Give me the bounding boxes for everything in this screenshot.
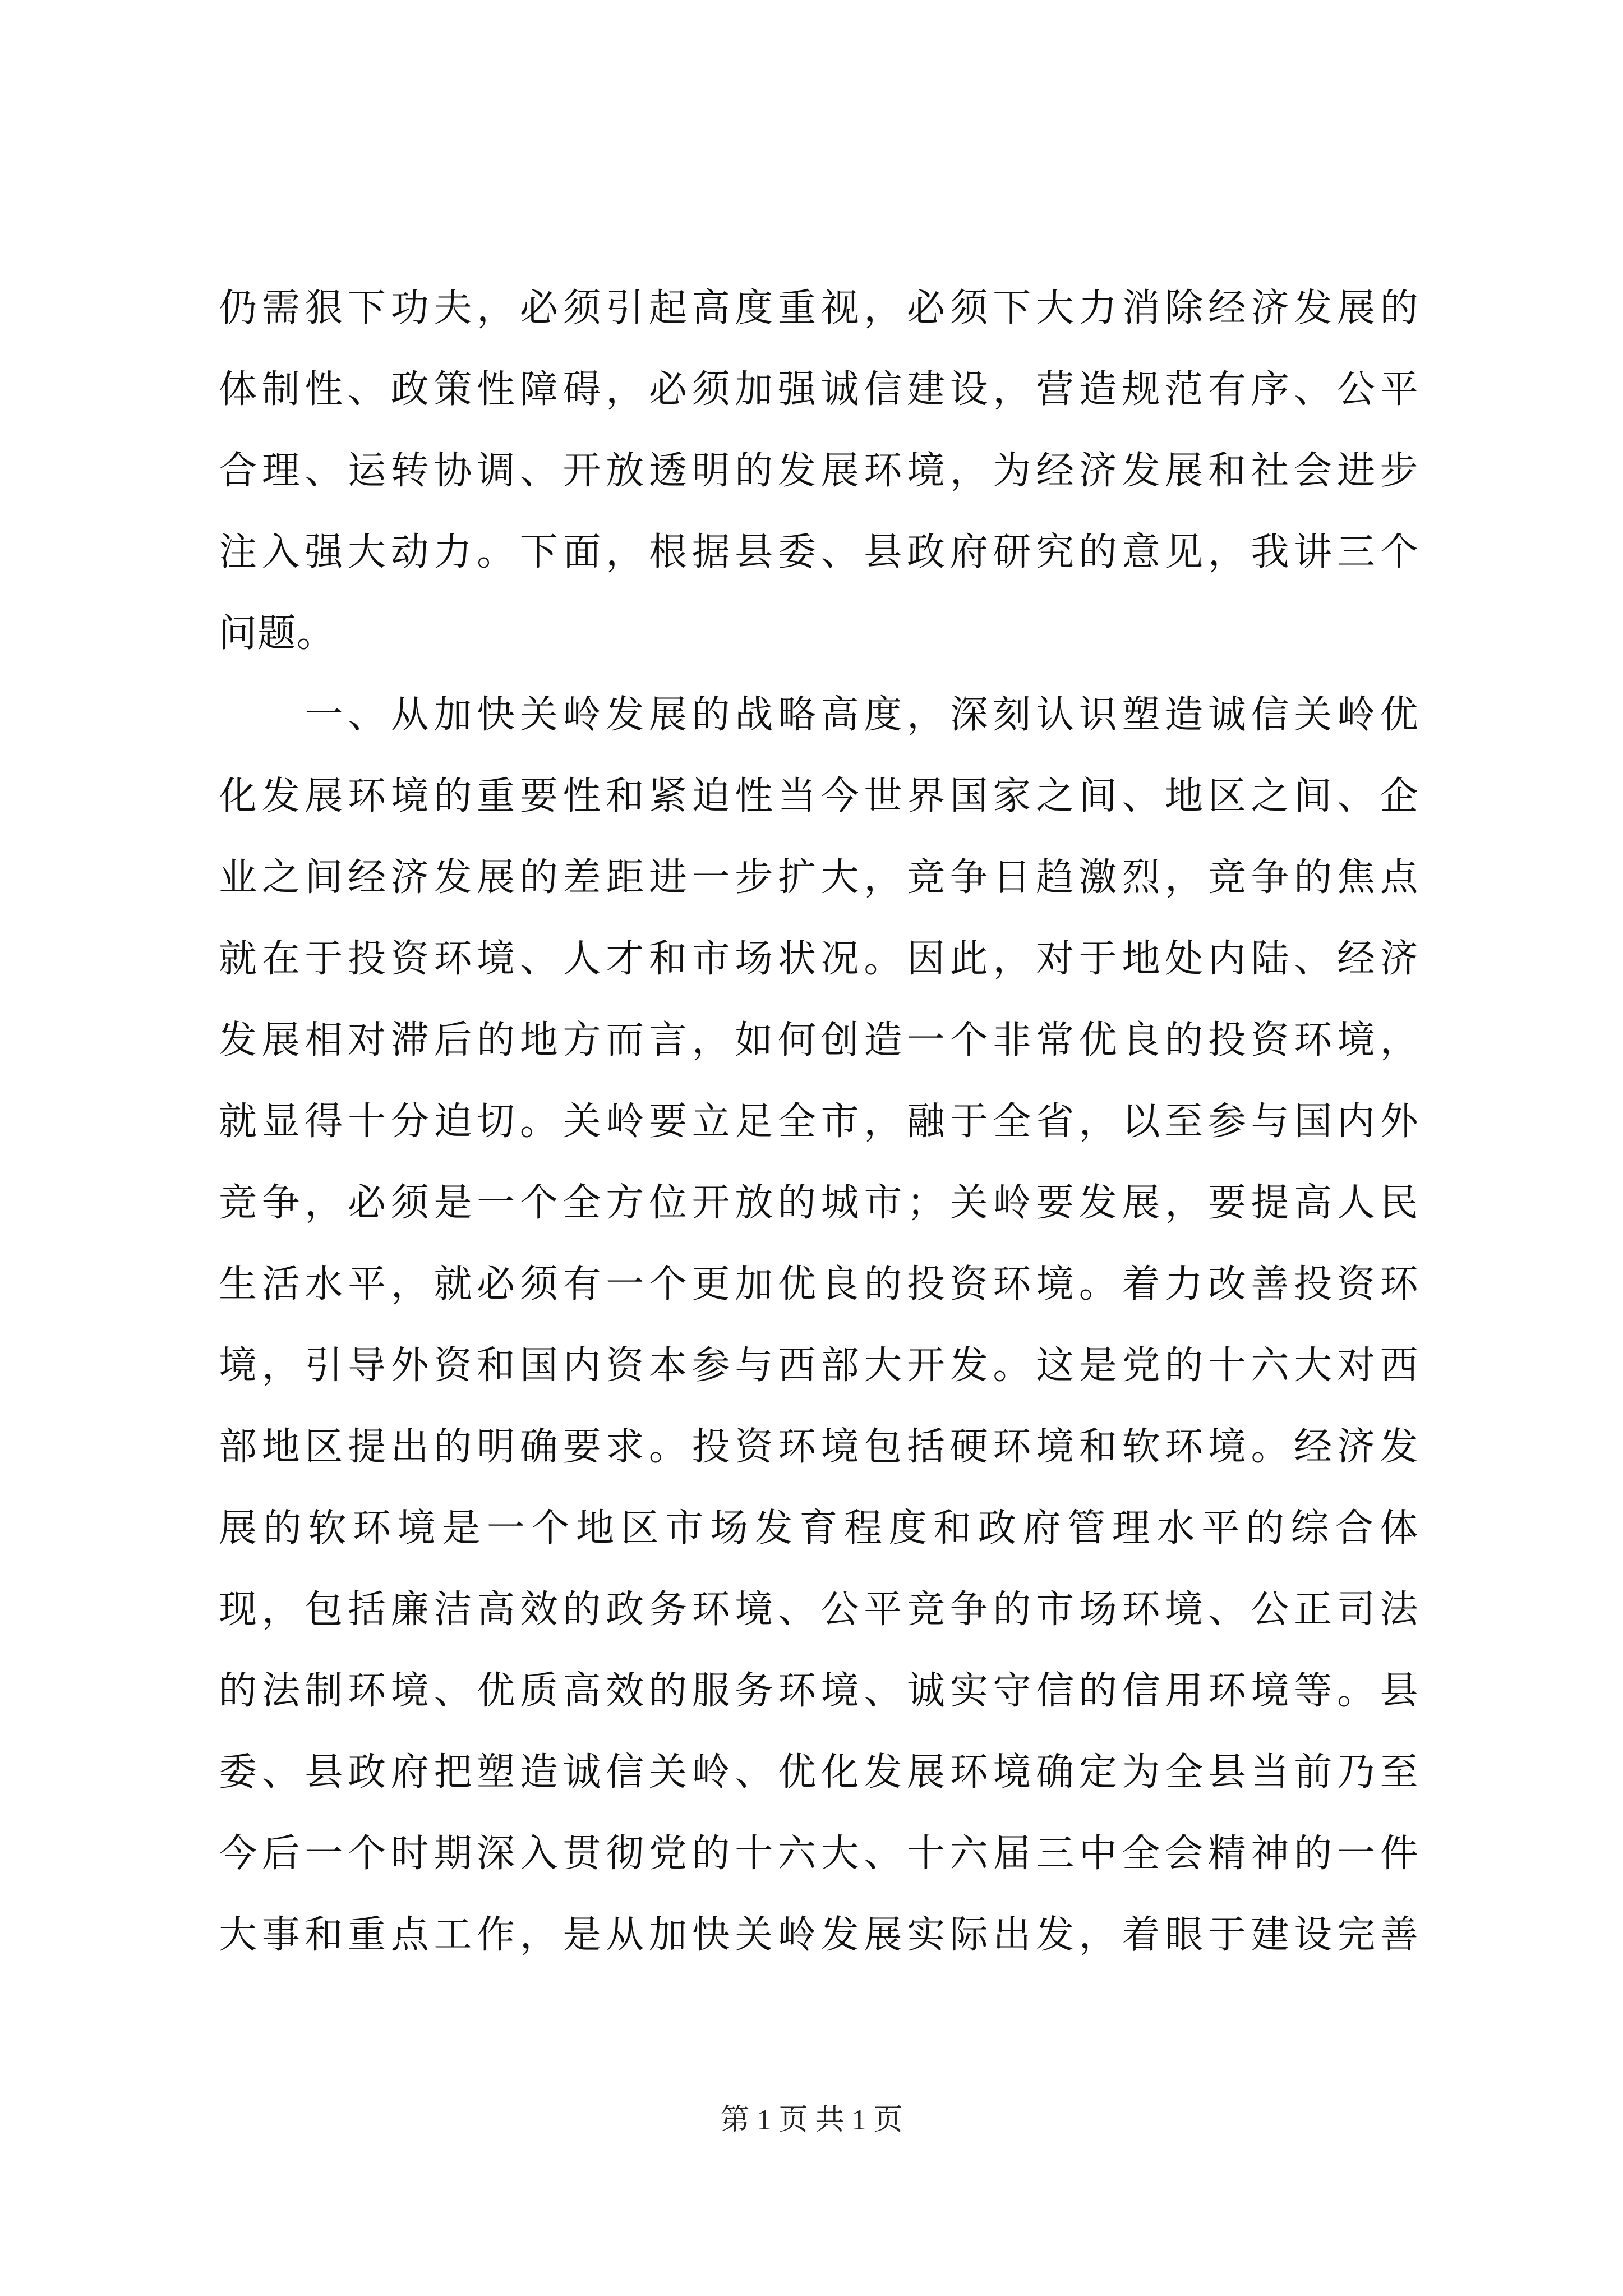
text-line: 化发展环境的重要性和紧迫性当今世界国家之间、地区之间、企 xyxy=(219,774,1419,818)
text-line: 合理、运转协调、开放透明的发展环境，为经济发展和社会进步 xyxy=(219,449,1419,493)
text-line: 部地区提出的明确要求。投资环境包括硬环境和软环境。经济发 xyxy=(219,1425,1419,1469)
text-line: 体制性、政策性障碍，必须加强诚信建设，营造规范有序、公平 xyxy=(219,367,1419,412)
text-line: 就显得十分迫切。关岭要立足全市，融于全省，以至参与国内外 xyxy=(219,1099,1419,1144)
text-line: 大事和重点工作，是从加快关岭发展实际出发，着眼于建设完善 xyxy=(219,1913,1419,1957)
text-line: 展的软环境是一个地区市场发育程度和政府管理水平的综合体 xyxy=(219,1506,1419,1550)
text-line: 的法制环境、优质高效的服务环境、诚实守信的信用环境等。县 xyxy=(219,1669,1419,1713)
page-number-footer: 第 1 页 共 1 页 xyxy=(720,2104,903,2136)
text-line: 业之间经济发展的差距进一步扩大，竞争日趋激烈，竞争的焦点 xyxy=(219,855,1419,900)
text-line: 注入强大动力。下面，根据县委、县政府研究的意见，我讲三个 xyxy=(219,530,1419,574)
text-line: 仍需狠下功夫，必须引起高度重视，必须下大力消除经济发展的 xyxy=(219,286,1419,330)
text-line: 生活水平，就必须有一个更加优良的投资环境。着力改善投资环 xyxy=(219,1262,1419,1306)
text-line: 境，引导外资和国内资本参与西部大开发。这是党的十六大对西 xyxy=(219,1343,1419,1388)
text-line: 现，包括廉洁高效的政务环境、公平竞争的市场环境、公正司法 xyxy=(219,1588,1419,1632)
text-line: 发展相对滞后的地方而言，如何创造一个非常优良的投资环境， xyxy=(219,1018,1419,1062)
text-line: 问题。 xyxy=(219,611,336,656)
text-line: 就在于投资环境、人才和市场状况。因此，对于地处内陆、经济 xyxy=(219,937,1419,981)
text-line: 今后一个时期深入贯彻党的十六大、十六届三中全会精神的一件 xyxy=(219,1832,1419,1876)
text-line: 竞争，必须是一个全方位开放的城市；关岭要发展，要提高人民 xyxy=(219,1181,1419,1225)
section-heading-line: 一、从加快关岭发展的战略高度，深刻认识塑造诚信关岭优 xyxy=(219,693,1419,737)
text-line: 委、县政府把塑造诚信关岭、优化发展环境确定为全县当前乃至 xyxy=(219,1750,1419,1795)
